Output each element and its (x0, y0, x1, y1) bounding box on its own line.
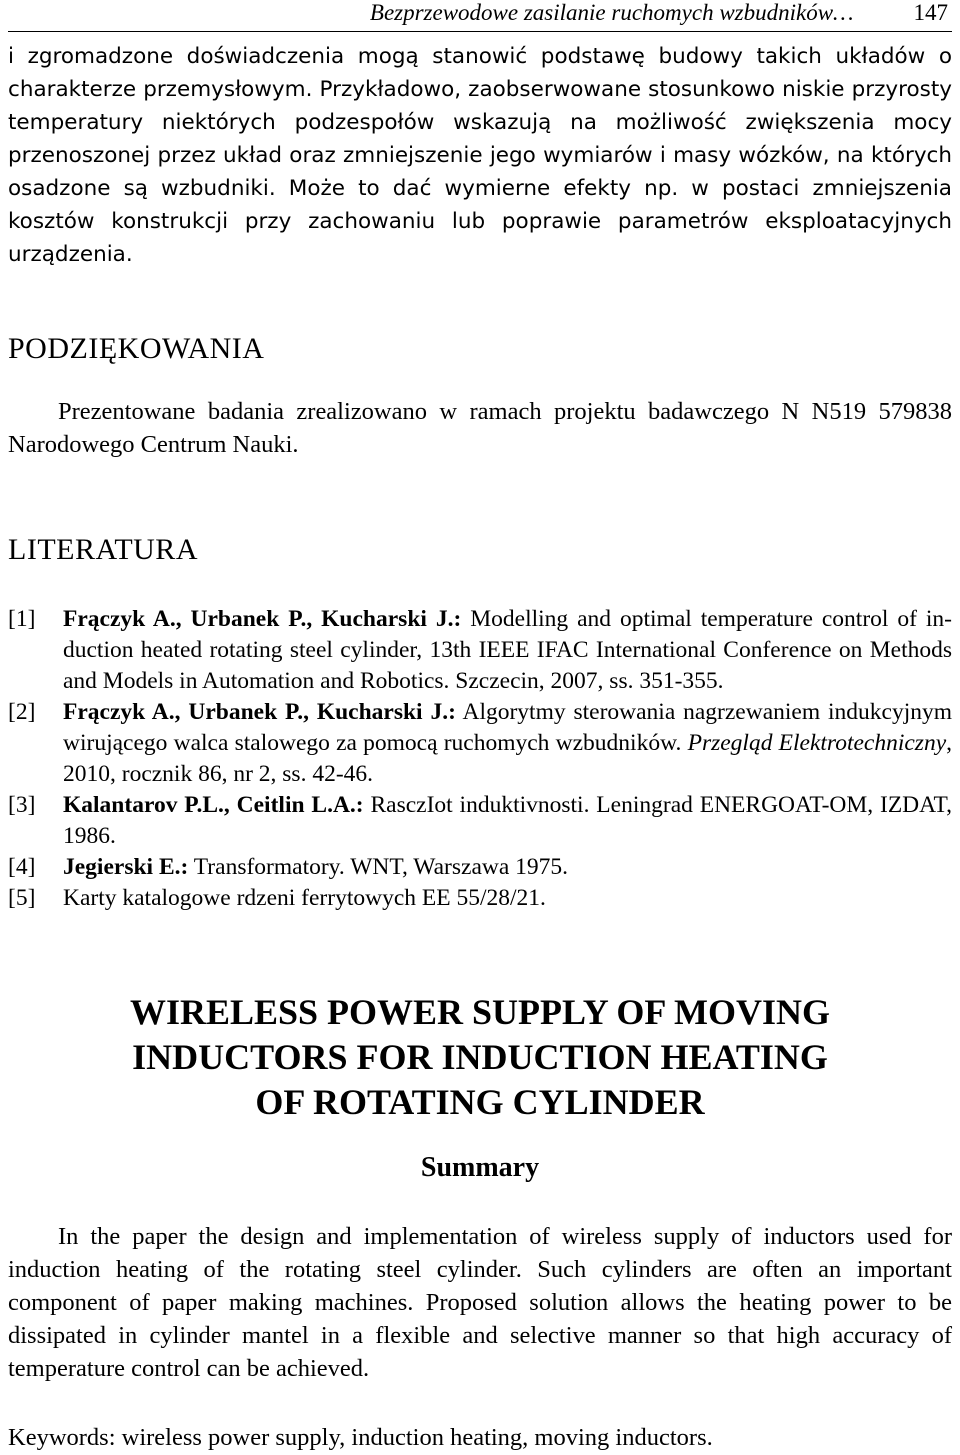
intro-block (8, 40, 952, 271)
reference-text (63, 883, 952, 914)
reference-item (8, 604, 952, 697)
keywords-block (8, 1421, 952, 1454)
reference-body: Algorytmy sterowania nagrzewaniem indukcyjnym wirującego walca stalowego za pomocą ruchomych wzbudników. (63, 699, 952, 756)
running-header (8, 0, 952, 32)
summary-text: In the paper the design and implementation of wireless supply of inductors used for induction heating of the rotating steel cylinder. Such cylinders are often an important component of paper making machines. Proposed solution allows the heating power to be dissipated in cylinder mantel in a flexible and selective manner so that high accuracy of temperature control can be achieved. (8, 1223, 952, 1382)
page (8, 0, 953, 1451)
intro-paragraph: i zgromadzone doświadczenia mogą stanowić podstawę budowy takich układów o charakterze przemysłowym. Przykładowo, zaobserwowane stosunkowo niskie przyrosty temperatury niektórych podzespołów wskazują na możliwość zwiększenia mocy przenoszonej przez układ oraz zmniejszenie jego wymiarów i masy wózków, na których osadzone są wzbudniki. Może to dać wymierne efekty np. w postaci zmniejszenia kosztów konstrukcji przy zachowaniu lub poprawie parametrów eksploatacyjnych urządzenia. (8, 44, 952, 267)
reference-authors: Frączyk A., Urbanek P., Kucharski J.: (63, 606, 462, 632)
reference-body: RasczIot induktivnosti. Leningrad ENERGOAT-OM, IZDAT, 1986. (63, 792, 953, 849)
reference-item (8, 790, 952, 852)
reference-text (63, 604, 952, 697)
acknowledgements-heading: PODZIĘKOWANIA (8, 332, 265, 365)
reference-details: , 2010, rocznik 86, nr 2, ss. 42-46. (63, 730, 952, 787)
reference-body: Modelling and optimal temperature control of in-duction heated rotating steel cylinder, 13th IEEE IFAC International Conference on Methods and Models in Automation and Robotics. Szczecin, 2007, ss. 351-355. (63, 606, 952, 694)
english-title-line: OF ROTATING CYLINDER (255, 1082, 705, 1122)
reference-journal: Przegląd Elektrotechniczny (687, 730, 947, 756)
keywords-text: Keywords: wireless power supply, induction heating, moving inductors. (8, 1424, 713, 1451)
reference-body: Karty katalogowe rdzeni ferrytowych EE 55/28/21. (63, 885, 546, 911)
acknowledgements-body (8, 395, 952, 461)
reference-body: Transformatory. WNT, Warszawa 1975. (188, 854, 569, 880)
reference-list (8, 604, 952, 914)
literature-heading: LITERATURA (8, 533, 198, 566)
reference-authors: Jegierski E.: (63, 854, 189, 880)
reference-item (8, 852, 952, 883)
reference-text (63, 697, 952, 790)
page-number: 147 (913, 0, 948, 25)
reference-number: [3] (8, 792, 36, 818)
reference-authors: Kalantarov P.L., Ceitlin L.A.: (63, 792, 364, 818)
reference-number: [4] (8, 854, 36, 880)
reference-number: [2] (8, 699, 36, 725)
acknowledgements-text: Prezentowane badania zrealizowano w ramach projektu badawczego N N519 579838 Narodowego Centrum Nauki. (8, 398, 952, 458)
reference-item (8, 883, 952, 914)
reference-number: [1] (8, 606, 36, 632)
english-title-line: WIRELESS POWER SUPPLY OF MOVING (129, 992, 831, 1032)
reference-text (63, 852, 952, 883)
reference-number: [5] (8, 885, 36, 911)
english-title-line: INDUCTORS FOR INDUCTION HEATING (132, 1037, 828, 1077)
reference-authors: Frączyk A., Urbanek P., Kucharski J.: (63, 699, 456, 725)
running-title: Bezprzewodowe zasilanie ruchomych wzbudników… (369, 0, 854, 25)
summary-body (8, 1220, 952, 1385)
reference-text (63, 790, 952, 852)
reference-item (8, 697, 952, 790)
summary-heading: Summary (420, 1152, 540, 1183)
english-title (8, 990, 952, 1125)
